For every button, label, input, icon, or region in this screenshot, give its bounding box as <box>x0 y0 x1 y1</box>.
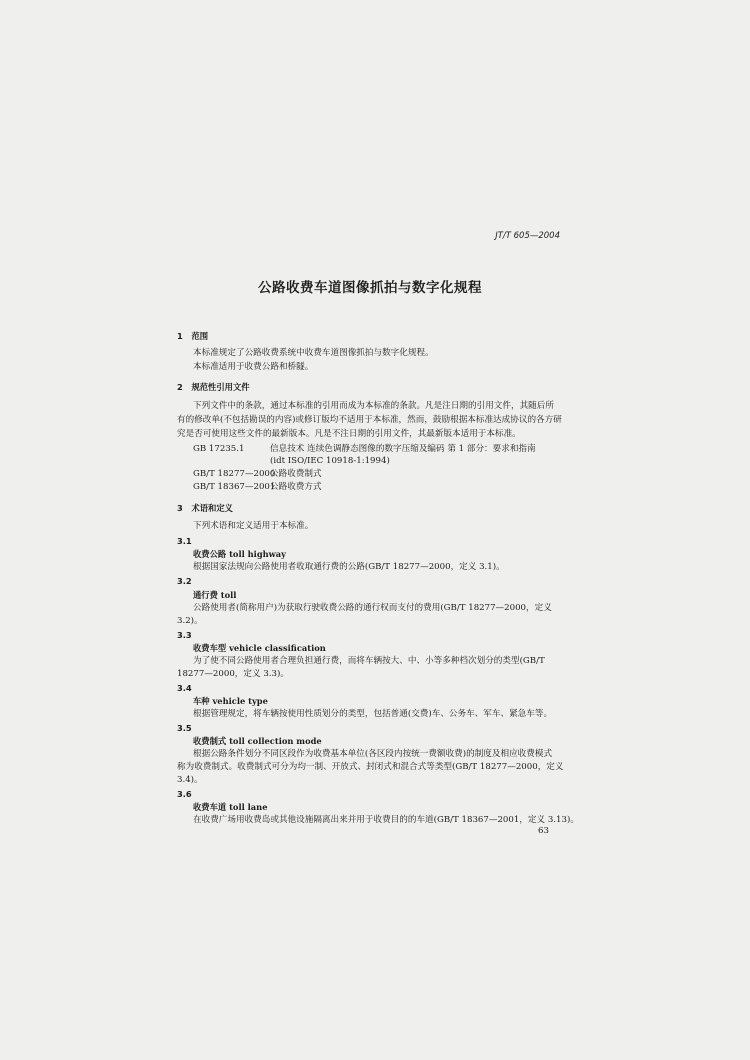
term-definition: 根据管理规定，将车辆按使用性质划分的类型，包括普通(交费)车、公务车、军车、紧急车等。 <box>193 709 553 719</box>
term-definition: 根据国家法规向公路使用者收取通行费的公路(GB/T 18277—2000，定义 3.1)。 <box>193 562 505 572</box>
section-number: 2 <box>177 382 183 392</box>
section-number: 3 <box>177 503 183 513</box>
section-number: 1 <box>177 331 183 341</box>
section-title: 范围 <box>191 331 209 341</box>
reference-title: (idt ISO/IEC 10918-1:1994) <box>270 456 390 466</box>
term-definition: 称为收费制式。收费制式可分为均一制、开放式、封闭式和混合式等类型(GB/T 18277—2000，定义 <box>177 762 564 772</box>
term-definition: 根据公路条件划分不同区段作为收费基本单位(各区段内按统一费额收费)的制度及相应收费模式 <box>193 749 553 759</box>
term-definition: 3.2)。 <box>177 616 203 626</box>
section-title: 术语和定义 <box>191 503 233 513</box>
reference-title: 信息技术 连续色调静态图像的数字压缩及编码 第 1 部分：要求和指南 <box>270 444 536 454</box>
page-number: 63 <box>538 826 549 836</box>
section-2-heading <box>177 381 250 393</box>
term-title: 收费公路 toll highway <box>193 549 286 559</box>
reference-code: GB 17235.1 <box>193 444 245 454</box>
term-title: 收费车型 vehicle classification <box>193 643 326 653</box>
body-line: 究是否可使用这些文件的最新版本。凡是不注日期的引用文件，其最新版本适用于本标准。 <box>177 429 521 439</box>
document-title: 公路收费车道图像抓拍与数字化规程 <box>258 280 482 296</box>
term-number: 3.1 <box>177 536 192 546</box>
term-number: 3.5 <box>177 723 192 733</box>
term-definition: 在收费广场用收费岛或其他设施隔离出来并用于收费目的的车道(GB/T 18367—2001，定义 3.13)。 <box>193 815 579 825</box>
body-line: 下列文件中的条款，通过本标准的引用而成为本标准的条款。凡是注日期的引用文件，其随后所 <box>193 401 554 411</box>
section-title: 规范性引用文件 <box>191 382 250 392</box>
term-title: 通行费 toll <box>193 590 237 600</box>
body-line: 下列术语和定义适用于本标准。 <box>193 521 314 531</box>
standard-number: JT/T 605—2004 <box>495 231 560 241</box>
term-title: 收费制式 toll collection mode <box>193 736 322 746</box>
term-definition: 18277—2000，定义 3.3)。 <box>177 669 289 679</box>
reference-code: GB/T 18367—2001 <box>193 482 276 492</box>
reference-code: GB/T 18277—2000 <box>193 469 276 479</box>
term-definition: 公路使用者(简称用户)为获取行驶收费公路的通行权而支付的费用(GB/T 18277—2000，定义 <box>193 603 552 613</box>
body-line: 有的修改单(不包括勘误的内容)或修订版均不适用于本标准，然而，鼓励根据本标准达成协议的各方研 <box>177 415 562 425</box>
body-line: 本标准适用于收费公路和桥隧。 <box>193 362 314 372</box>
term-number: 3.6 <box>177 789 192 799</box>
term-title: 收费车道 toll lane <box>193 802 268 812</box>
term-title: 车种 vehicle type <box>193 696 268 706</box>
term-number: 3.2 <box>177 576 192 586</box>
term-number: 3.3 <box>177 630 192 640</box>
term-definition: 为了使不同公路使用者合理负担通行费，而将车辆按大、中、小等多种档次划分的类型(GB/T <box>193 656 545 666</box>
body-line: 本标准规定了公路收费系统中收费车道图像抓拍与数字化规程。 <box>193 348 434 358</box>
term-number: 3.4 <box>177 683 192 693</box>
section-1-heading <box>177 330 208 342</box>
reference-title: 公路收费方式 <box>270 482 322 492</box>
section-3-heading <box>177 502 233 514</box>
reference-title: 公路收费制式 <box>270 469 322 479</box>
term-definition: 3.4)。 <box>177 775 203 785</box>
